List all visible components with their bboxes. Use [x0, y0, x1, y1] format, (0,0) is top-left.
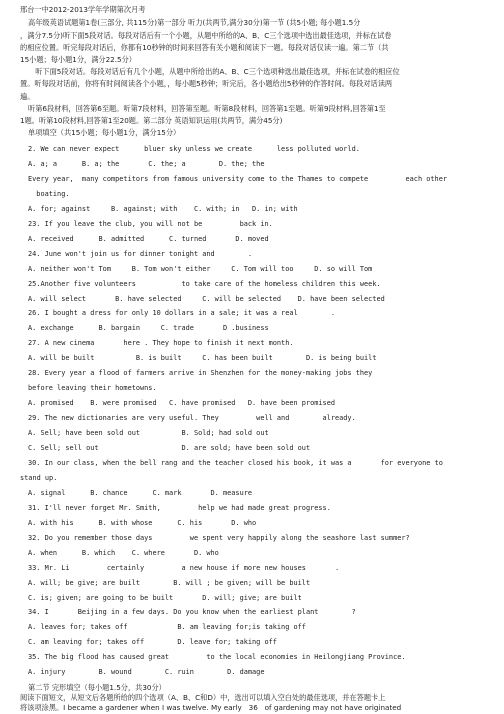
question-line: A. leaves for; takes off B. am leaving for;is taking off — [28, 623, 306, 632]
question-line: A. injury B. wound C. ruin D. damage — [28, 668, 265, 677]
question-line: A. when B. which C. where D. who — [28, 548, 219, 557]
question-line: A. signal B. chance C. mark D. measure — [28, 488, 253, 497]
page-title: 邢台一中2012-2013学年学期第次月考 — [20, 5, 146, 14]
question-line: before leaving their hometowns. — [28, 384, 157, 393]
question-line: A. Sell; have been sold out B. Sold; had sold out — [28, 429, 269, 438]
instruction-line: 1题。听第10段材料,回答第1至20题。第二部分 英语知识运用(共两节，满分45分) — [20, 115, 283, 125]
instruction-line: 的相应位置。听完每段对话后，你都有10秒钟的时间来回答有关小题和阅读下一题。每段对话仅读一遍。第二节（共 — [20, 43, 389, 53]
question-line: 28. Every year a flood of farmers arrive in Shenzhen for the money-making jobs they — [28, 369, 373, 378]
question-line: 31. I'll never forget Mr. Smith, help we had made great progress. — [28, 503, 331, 512]
instruction-line: 单项填空（共15小题；每小题1分，满分15分） — [28, 127, 181, 137]
question-line: stand up. — [20, 473, 58, 482]
question-line: C. Sell; sell out D. are sold; have been sold out — [28, 444, 311, 452]
question-line: 24. June won't join us for dinner tonight and . — [28, 249, 253, 258]
question-line: A. will; be give; are built B. will ; be given; will be built — [28, 578, 311, 587]
instruction-line: 置。听每段对话前，你将有时间阅读各个小题，，每小题5秒钟；听完后，各小题给出5秒钟的作答时间。每段对话读两 — [20, 79, 393, 89]
question-line: A. received B. admitted C. turned D. moved — [28, 234, 269, 243]
question-line: 34. I Beijing in a few days. Do you know when the earliest plant ? — [28, 608, 356, 617]
instruction-line: 遍。 — [20, 91, 35, 101]
section-heading: 第二节 完形填空（每小题1.5分，共30分） — [28, 683, 166, 692]
exam-info: 高年级英语试题第1卷(三部分, 共115分)第一部分 听力(共两节,满分30分)第一节 (共5小题; 每小题1.5分 — [28, 18, 361, 27]
question-line: A. will be built B. is built C. has been built D. is being built — [28, 354, 377, 363]
question-line: 26. I bought a dress for only 10 dollars in a sale; it was a real . — [28, 309, 335, 318]
question-line: 27. A new cinema here . They hope to finish it next month. — [28, 339, 294, 348]
question-line: Every year, many competitors from famous university come to the Thames to compete each other — [28, 174, 447, 183]
question-line: A. with his B. with whose C. his D. who — [28, 518, 257, 527]
question-line: 23. If you leave the club, you will not be back in. — [28, 219, 273, 228]
question-line: A. neither won't Tom B. Tom won't either C. Tom will too D. so will Tom — [28, 264, 373, 273]
instruction-line: 听第6段材料，回答第6至题。听第7段材料，回答第至题。听第8段材料，回答第1至题。听第9段材料,回答第1至 — [28, 103, 386, 113]
question-line: A. will select B. have selected C. will be selected D. have been selected — [28, 294, 385, 303]
question-line: A. exchange B. bargain C. trade D .business — [28, 324, 269, 333]
question-line: C. is; given; are going to be built D. will; give; are built — [28, 593, 302, 602]
section-instructions: 阅读下面短文，从短文后各题所给的四个选项（A、B、C和D）中，选出可以填入空白处的最佳选项，并在答题卡上 — [20, 693, 386, 702]
question-line: C. am leaving for; takes off D. leave for; taking off — [28, 638, 277, 647]
question-line: 25.Another five volunteers to take care of the homeless children this week. — [28, 279, 381, 288]
question-line: 30. In our class, when the bell rang and the teacher closed his book, it was a for everyone to — [28, 458, 443, 467]
question-line: 32. Do you remember those days we spent very happily along the seashore last summer? — [28, 533, 410, 542]
question-line: 35. The big flood has caused great to the local economies in Heilongjiang Province. — [28, 653, 406, 662]
question-line: boating. — [28, 189, 70, 198]
instruction-line: ，满分7.5分)听下面5段对话。每段对话后有一个小题，从题中所给的A、B、C三个选项中选出最佳选项，并标在试卷 — [20, 31, 392, 40]
instruction-line: 听下面5段对话。每段对话后有几个小题，从题中所给出的A、B、C三个选项种选出最佳选项，并标在试卷的相应位 — [28, 67, 400, 77]
passage-line: 将该项涂黑。I became a gardener when I was twelve. My early 36 of gardening may not have originated — [20, 703, 402, 712]
question-line: A. a; a B. a; the C. the; a D. the; the — [28, 159, 265, 168]
instruction-line: 15小题；每小题1分，满分22.5分） — [20, 55, 136, 65]
question-line: A. for; against B. against; with C. with; in D. in; with — [28, 204, 298, 213]
question-line: 2. We can never expect bluer sky unless we create less polluted world. — [28, 145, 360, 153]
question-line: 29. The new dictionaries are very useful. They well and already. — [28, 414, 356, 423]
question-line: A. promised B. were promised C. have promised D. have been promised — [28, 399, 335, 408]
question-line: 33. Mr. Li certainly a new house if more new houses . — [28, 563, 340, 572]
